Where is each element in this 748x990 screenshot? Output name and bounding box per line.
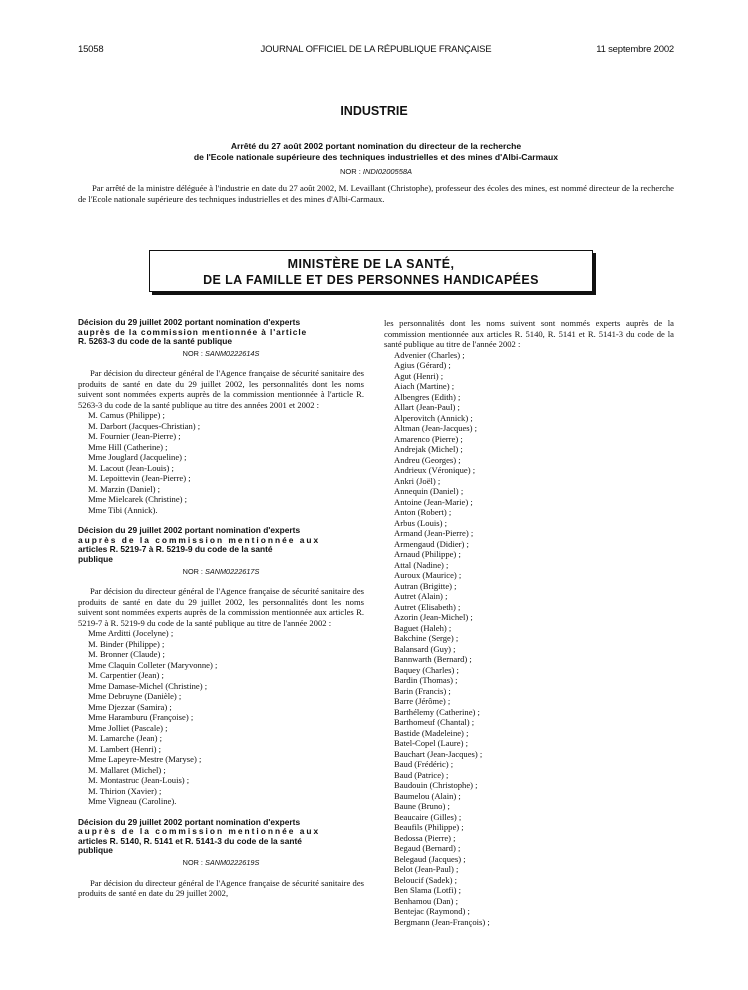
nor-label: NOR : bbox=[182, 566, 205, 576]
expert-name: Bastide (Madeleine) ; bbox=[394, 727, 469, 738]
decision-title-line: auprès de la commission mentionnée aux bbox=[78, 826, 321, 837]
expert-name: Barthélemy (Catherine) ; bbox=[394, 706, 480, 717]
expert-name: M. Montastruc (Jean-Louis) ; bbox=[88, 775, 190, 786]
expert-name: Arbus (Louis) ; bbox=[394, 517, 447, 528]
expert-name: Bergmann (Jean-François) ; bbox=[394, 916, 490, 927]
decision-title-line: R. 5263-3 du code de la santé publique bbox=[78, 336, 233, 347]
expert-name: Autret (Alain) ; bbox=[394, 591, 448, 601]
expert-name: Bentejac (Raymond) ; bbox=[394, 906, 470, 916]
expert-name: Bakchine (Serge) ; bbox=[394, 633, 459, 643]
running-header bbox=[78, 44, 674, 58]
expert-name: Ben Slama (Lotfi) ; bbox=[394, 885, 462, 895]
expert-name: Mme Hill (Catherine) ; bbox=[88, 441, 168, 452]
expert-name: Mme Claquin Colleter (Maryvonne) ; bbox=[88, 659, 218, 670]
journal-title: JOURNAL OFFICIEL DE LA RÉPUBLIQUE FRANÇAISE bbox=[260, 44, 492, 55]
expert-name: M. Thirion (Xavier) ; bbox=[88, 785, 162, 796]
expert-name: Altman (Jean-Jacques) ; bbox=[394, 423, 478, 433]
page-number: 15058 bbox=[78, 44, 104, 55]
expert-name: Baud (Patrice) ; bbox=[394, 769, 449, 780]
section-title: INDUSTRIE bbox=[340, 104, 408, 118]
expert-name: Mme Vigneau (Caroline). bbox=[88, 796, 177, 807]
nor-label: NOR : bbox=[182, 858, 205, 868]
nor-label: NOR : bbox=[339, 167, 363, 176]
decision-nor bbox=[78, 349, 364, 360]
expert-name: M. Fournier (Jean-Pierre) ; bbox=[88, 431, 181, 442]
arrete-body bbox=[78, 183, 674, 204]
ministry-line2: DE LA FAMILLE ET DES PERSONNES HANDICAPÉES bbox=[203, 273, 539, 287]
expert-name: Mme Lapeyre-Mestre (Maryse) ; bbox=[88, 754, 202, 765]
expert-name: Belegaud (Jacques) ; bbox=[394, 853, 466, 864]
arrete-paragraph: Par arrêté de la ministre déléguée à l'industrie en date du 27 août 2002, M. Levaillant (Christophe), professeur des écoles des mines, est nommé directeur de la recherche de l'Ecole nationale supérieure des techniques industrielles et des mines d'Albi-Carmaux. bbox=[78, 183, 674, 204]
expert-name: Bedossa (Pierre) ; bbox=[394, 832, 456, 843]
nor-code: INDI0200558A bbox=[362, 167, 413, 176]
nor-code: SANM0222617S bbox=[204, 566, 260, 576]
expert-name: Mme Djezzar (Samira) ; bbox=[88, 701, 172, 712]
expert-name: M. Mallaret (Michel) ; bbox=[88, 764, 166, 775]
expert-name: Barin (Francis) ; bbox=[394, 685, 451, 696]
expert-name: Mme Arditti (Jocelyne) ; bbox=[88, 628, 174, 639]
expert-name: Agius (Gérard) ; bbox=[394, 360, 451, 370]
expert-name: Batel-Copel (Laure) ; bbox=[394, 738, 468, 748]
expert-name: Begaud (Bernard) ; bbox=[394, 843, 461, 853]
expert-name: Benhamou (Dan) ; bbox=[394, 895, 458, 906]
expert-name: Attal (Nadine) ; bbox=[394, 559, 449, 570]
issue-date: 11 septembre 2002 bbox=[596, 44, 674, 55]
expert-name: Ankri (Joël) ; bbox=[394, 475, 441, 486]
arrete-title-line2: de l'Ecole nationale supérieure des techniques industrielles et des mines d'Albi-Carmaux bbox=[193, 151, 559, 162]
expert-name: Beaufils (Philippe) ; bbox=[394, 822, 464, 832]
expert-name: Balansard (Guy) ; bbox=[394, 643, 456, 654]
right-column bbox=[384, 318, 674, 927]
arrete-title-line1: Arrêté du 27 août 2002 portant nomination du directeur de la recherche bbox=[230, 141, 522, 151]
decision-title-line: Décision du 29 juillet 2002 portant nomination d'experts bbox=[78, 816, 301, 827]
decision-title-line: publique bbox=[78, 554, 113, 565]
ministry-heading bbox=[149, 250, 593, 292]
decision-title bbox=[78, 526, 364, 564]
expert-name: M. Darbort (Jacques-Christian) ; bbox=[88, 420, 201, 431]
expert-name: Auroux (Maurice) ; bbox=[394, 570, 462, 580]
expert-list bbox=[78, 410, 364, 515]
expert-name: Azorin (Jean-Michel) ; bbox=[394, 612, 473, 622]
expert-name: Aiach (Martine) ; bbox=[394, 381, 455, 391]
expert-name: Armengaud (Didier) ; bbox=[394, 538, 469, 549]
expert-name: Armand (Jean-Pierre) ; bbox=[394, 528, 474, 538]
decision-body-start: Par décision du directeur général de l'Agence française de sécurité sanitaire des produits de santé en date du 29 juillet 2002, bbox=[78, 877, 364, 899]
decision-2 bbox=[78, 526, 364, 806]
expert-name: Agut (Henri) ; bbox=[394, 370, 444, 381]
expert-name: Autret (Elisabeth) ; bbox=[394, 601, 461, 612]
decision-title-line: auprès de la commission mentionnée à l'article bbox=[78, 326, 308, 337]
expert-name: Alperovitch (Annick) ; bbox=[394, 412, 473, 423]
left-column bbox=[78, 318, 364, 899]
expert-name: Mme Jolliet (Pascale) ; bbox=[88, 722, 168, 733]
expert-name: Autran (Brigitte) ; bbox=[394, 580, 457, 591]
expert-name: Advenier (Charles) ; bbox=[394, 349, 465, 360]
expert-name: Andreu (Georges) ; bbox=[394, 454, 461, 465]
expert-name: M. Lambert (Henri) ; bbox=[88, 743, 162, 754]
decision-title bbox=[78, 318, 364, 347]
expert-name: Anton (Robert) ; bbox=[394, 507, 452, 517]
expert-name: Allart (Jean-Paul) ; bbox=[394, 402, 460, 412]
expert-name: M. Binder (Philippe) ; bbox=[88, 638, 165, 649]
decision-body: Par décision du directeur général de l'Agence française de sécurité sanitaire des produits de santé en date du 29 juillet 2002, les personnalités dont les noms suivent sont nommées experts auprès de la commission mentionnée aux articles R. 5219-7 à R. 5219-9 du code de la santé publique au titre de l'année 2002 : bbox=[78, 586, 364, 628]
expert-name: Baumelou (Alain) ; bbox=[394, 790, 461, 801]
expert-name: Barre (Jérôme) ; bbox=[394, 696, 451, 706]
nor-code: SANM0222614S bbox=[204, 348, 260, 358]
decision-nor bbox=[78, 567, 364, 578]
expert-name: Beloucif (Sadek) ; bbox=[394, 874, 458, 885]
decision-body-continued: les personnalités dont les noms suivent sont nommés experts auprès de la commission mentionnée aux articles R. 5140, R. 5141 et R. 5141-3 du code de la santé publique au titre de l'année 2002 : bbox=[384, 318, 674, 349]
expert-name: Mme Tibi (Annick). bbox=[88, 504, 158, 515]
nor-code: SANM0222619S bbox=[204, 858, 260, 868]
expert-name: Baune (Bruno) ; bbox=[394, 801, 450, 811]
expert-name: Baud (Frédéric) ; bbox=[394, 759, 454, 769]
decision-title-line: Décision du 29 juillet 2002 portant nomination d'experts bbox=[78, 525, 301, 536]
expert-name: Barthomeuf (Chantal) ; bbox=[394, 717, 475, 727]
expert-name: Bauchart (Jean-Jacques) ; bbox=[394, 748, 483, 759]
arrete-title bbox=[78, 141, 674, 162]
expert-name: Albengres (Edith) ; bbox=[394, 391, 461, 402]
expert-name: Andrieux (Véronique) ; bbox=[394, 465, 476, 475]
expert-name: Mme Mielcarek (Christine) ; bbox=[88, 494, 188, 505]
expert-name: M. Lamarche (Jean) ; bbox=[88, 733, 162, 744]
decision-title-line: publique bbox=[78, 845, 113, 856]
expert-list bbox=[384, 350, 674, 928]
expert-name: M. Lepoittevin (Jean-Pierre) ; bbox=[88, 473, 191, 484]
decision-nor bbox=[78, 858, 364, 869]
expert-name: Belot (Jean-Paul) ; bbox=[394, 864, 459, 874]
expert-name: M. Bronner (Claude) ; bbox=[88, 649, 165, 660]
expert-name: Bardin (Thomas) ; bbox=[394, 675, 458, 685]
decision-title-line: auprès de la commission mentionnée aux bbox=[78, 534, 321, 545]
expert-name: M. Lacout (Jean-Louis) ; bbox=[88, 462, 174, 473]
expert-name: Baguet (Haleh) ; bbox=[394, 622, 452, 633]
expert-name: Mme Debruyne (Danièle) ; bbox=[88, 691, 182, 702]
ministry-line1: MINISTÈRE DE LA SANTÉ, bbox=[287, 257, 455, 271]
arrete-nor bbox=[78, 167, 674, 176]
expert-name: Amarenco (Pierre) ; bbox=[394, 433, 463, 444]
expert-name: Beaucaire (Gilles) ; bbox=[394, 811, 462, 822]
decision-title-line: articles R. 5219-7 à R. 5219-9 du code de la santé bbox=[78, 544, 273, 555]
nor-label: NOR : bbox=[182, 348, 205, 358]
expert-name: Baquey (Charles) ; bbox=[394, 664, 459, 675]
expert-list bbox=[78, 628, 364, 807]
expert-name: Arnaud (Philippe) ; bbox=[394, 549, 461, 559]
expert-name: Mme Damase-Michel (Christine) ; bbox=[88, 680, 208, 691]
expert-name: Mme Jouglard (Jacqueline) ; bbox=[88, 452, 187, 463]
expert-name: Antoine (Jean-Marie) ; bbox=[394, 496, 473, 507]
decision-title-line: Décision du 29 juillet 2002 portant nomination d'experts bbox=[78, 317, 301, 327]
expert-name: Baudouin (Christophe) ; bbox=[394, 780, 478, 790]
expert-name: Annequin (Daniel) ; bbox=[394, 486, 464, 496]
expert-name: M. Carpentier (Jean) ; bbox=[88, 670, 164, 681]
decision-title bbox=[78, 818, 364, 856]
decision-3 bbox=[78, 818, 364, 899]
expert-name: Mme Haramburu (Françoise) ; bbox=[88, 712, 194, 723]
expert-name: M. Camus (Philippe) ; bbox=[88, 410, 165, 421]
decision-1 bbox=[78, 318, 364, 515]
expert-name: Bannwarth (Bernard) ; bbox=[394, 654, 472, 664]
decision-title-line: articles R. 5140, R. 5141 et R. 5141-3 du code de la santé bbox=[78, 835, 302, 846]
expert-name: M. Marzin (Daniel) ; bbox=[88, 483, 161, 494]
decision-body: Par décision du directeur général de l'Agence française de sécurité sanitaire des produits de santé en date du 29 juillet 2002, les personnalités dont les noms suivent sont nommées experts auprès de la commission mentionnée à l'article R. 5263-3 du code de la santé publique au titre des années 2001 et 2002 : bbox=[78, 368, 364, 410]
expert-name: Andrejak (Michel) ; bbox=[394, 444, 463, 454]
